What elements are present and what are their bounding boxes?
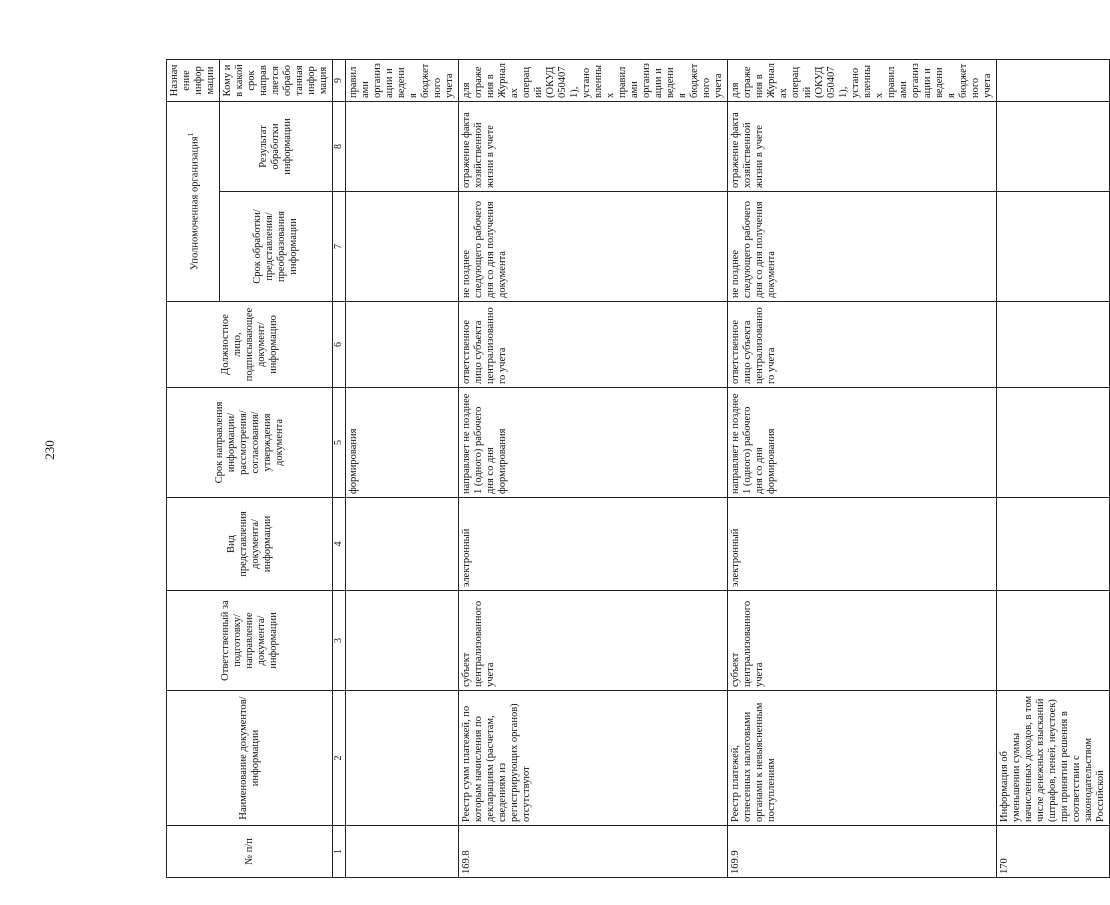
page-number: 230 [42,440,57,460]
cell-responsible: субъект централизованного учета [728,591,997,691]
header-authorized-organization: Уполномоченная организация$^1$ [167,102,220,302]
cell-responsible: субъект централизованного учета [459,591,728,691]
header-presentation-type: Вид представления документа/ информации [167,498,333,591]
header-info-purpose: Назначение информации [167,60,220,102]
cell-presentation-type: электронный [728,498,997,591]
cell-presentation-type [346,498,459,591]
column-number: 2 [333,691,346,826]
header-responsible: Ответственный за подготовку/ направление документа/ информации [167,591,333,691]
column-number-row [333,60,346,878]
cell-recipient: для отражения в Журналах операций (ОКУД 0504071), установленных правилами организации и ведения бюджетного учета [459,60,728,102]
table-row [459,60,728,878]
cell-official [997,302,1110,388]
cell-processing-deadline [997,192,1110,302]
cell-presentation-type [997,498,1110,591]
cell-number: 169.8 [459,826,728,878]
cell-processing-deadline: не позднее следующего рабочего дня со дня получения документа [728,192,997,302]
cell-document-name: Информация об уменьшении суммы начисленных доходов, в том числе денежных взысканий (штрафов, пеней, неустоек) при принятии решения в соответствии с законодательством Российской [997,691,1110,826]
header-official: Должностное лицо, подписывающее документ/ информацию [167,302,333,388]
document-table-container [166,60,1106,878]
cell-deadline: направляет не позднее 1 (одного) рабочего дня со дня формирования [459,388,728,498]
table-row [346,60,459,878]
column-number: 1 [333,826,346,878]
header-recipient: Кому и в какой срок направляется обработанная информация [220,60,333,102]
cell-responsible [997,591,1110,691]
cell-number: 169.9 [728,826,997,878]
cell-deadline [997,388,1110,498]
header-processing-result: Результат обработки информации [220,102,333,192]
cell-recipient [997,60,1110,102]
column-number: 5 [333,388,346,498]
cell-processing-result [997,102,1110,192]
cell-processing-deadline: не позднее следующего рабочего дня со дня получения документа [459,192,728,302]
document-table [166,59,1110,878]
table-row [997,60,1110,878]
header-number: № п/п [167,826,333,878]
column-number: 8 [333,102,346,192]
column-number: 4 [333,498,346,591]
cell-processing-result [346,102,459,192]
cell-presentation-type: электронный [459,498,728,591]
column-number: 9 [333,60,346,102]
cell-responsible [346,591,459,691]
cell-recipient: для отражения в Журналах операций (ОКУД 0504071), установленных правилами организации и ведения бюджетного учета [728,60,997,102]
cell-recipient: правилами организации и ведения бюджетного учета [346,60,459,102]
cell-official: ответственное лицо субъекта централизованного учета [728,302,997,388]
cell-deadline: формирования [346,388,459,498]
cell-processing-result: отражение факта хозяйственной жизни в учете [459,102,728,192]
cell-document-name: Реестр сумм платежей, по которым начисления по декларациям (расчетам, сведениям из регистрирующих органов) отсутствуют [459,691,728,826]
header-document-name: Наименование документов/ информации [167,691,333,826]
column-number: 7 [333,192,346,302]
cell-document-name: Реестр платежей, отнесенных налоговыми органами к невыясненным поступлениям [728,691,997,826]
cell-number: 170 [997,826,1110,878]
header-processing-deadline: Срок обработки/ представления/ преобразования информации [220,192,333,302]
cell-official [346,302,459,388]
cell-official: ответственное лицо субъекта централизованного учета [459,302,728,388]
cell-processing-result: отражение факта хозяйственной жизни в учете [728,102,997,192]
table-row [728,60,997,878]
header-deadline: Срок направления информации/ рассмотрения/ согласования/ утверждения документа [167,388,333,498]
cell-deadline: направляет не позднее 1 (одного) рабочего дня со дня формирования [728,388,997,498]
cell-number [346,826,459,878]
cell-document-name [346,691,459,826]
column-number: 3 [333,591,346,691]
column-number: 6 [333,302,346,388]
cell-processing-deadline [346,192,459,302]
